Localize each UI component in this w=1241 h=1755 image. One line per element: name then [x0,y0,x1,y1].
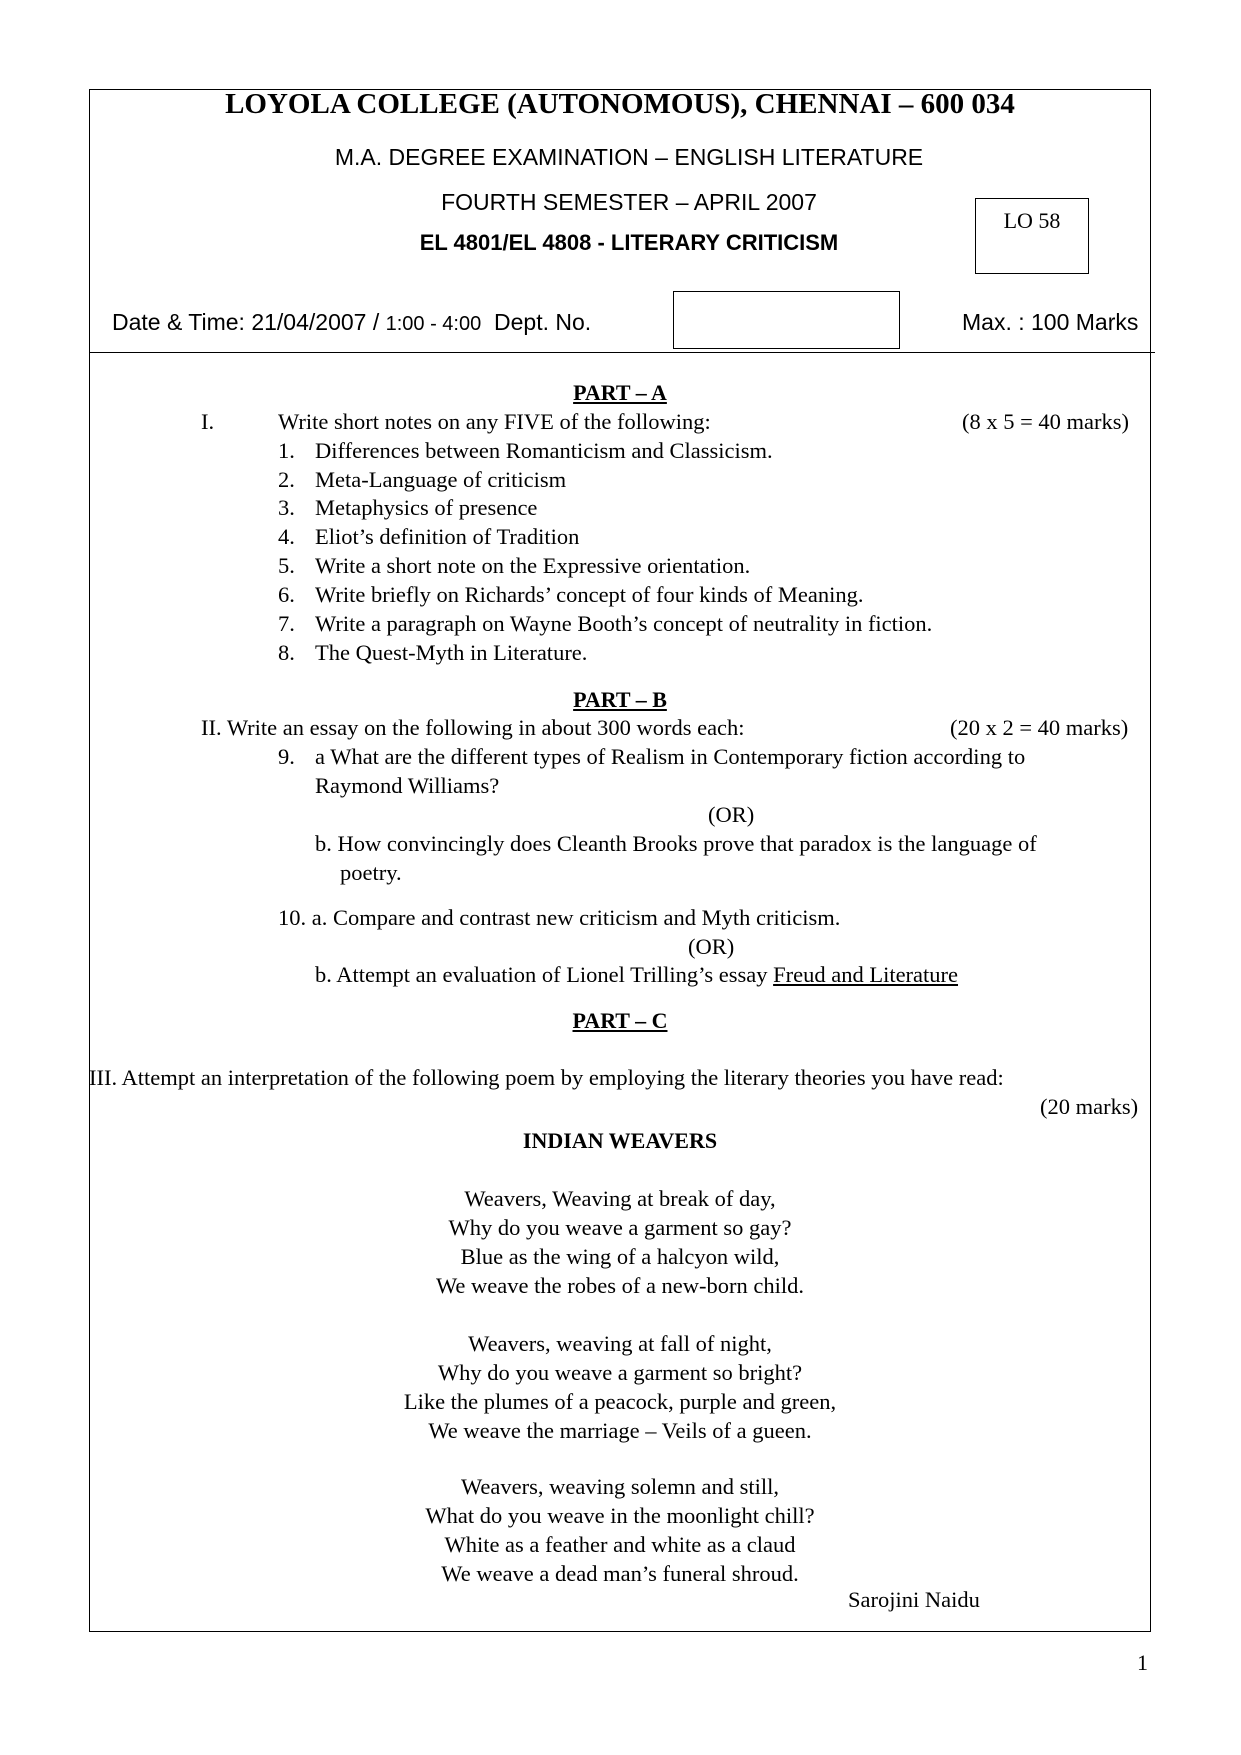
list-item-number: 8. [278,640,295,665]
question-9a-line2: Raymond Williams? [315,773,500,798]
page-number: 1 [1137,1650,1148,1675]
part-a-numeral: I. [201,409,215,434]
or-separator: (OR) [688,934,735,959]
question-number: 9. [278,744,295,769]
part-b-title: PART – B [573,687,667,712]
question-10b-text: b. Attempt an evaluation of Lionel Trilling’s essay [315,962,774,987]
question-9a-line1: a What are the different types of Realism in Contemporary fiction according to [315,744,1026,769]
list-item-number: 6. [278,582,295,607]
part-a-title: PART – A [573,380,667,405]
part-b-instruction: II. Write an essay on the following in about 300 words each: [201,715,745,740]
poem-line: White as a feather and white as a claud [444,1532,796,1557]
question-10a: 10. a. Compare and contrast new criticism and Myth criticism. [278,905,841,930]
course-title: EL 4801/EL 4808 - LITERARY CRITICISM [419,230,839,255]
poem-title: INDIAN WEAVERS [522,1128,718,1153]
list-item: Eliot’s definition of Tradition [315,524,580,549]
part-c-title: PART – C [572,1008,668,1033]
essay-title: Freud and Literature [773,962,959,987]
date-label: Date & Time: 21/04/2007 / [112,309,386,335]
poem-line: Weavers, weaving at fall of night, [468,1331,772,1356]
part-b-marks: (20 x 2 = 40 marks) [950,715,1129,740]
list-item-number: 5. [278,553,295,578]
semester: FOURTH SEMESTER – APRIL 2007 [441,189,817,215]
dept-label: Dept. No. [494,309,592,335]
list-item-number: 3. [278,495,295,520]
list-item: Write a short note on the Expressive orientation. [315,553,751,578]
poem-line: We weave a dead man’s funeral shroud. [441,1561,799,1586]
poem-line: Weavers, weaving solemn and still, [460,1474,780,1499]
poem-line: Like the plumes of a peacock, purple and green, [403,1389,837,1414]
list-item: Metaphysics of presence [315,495,538,520]
college-name: LOYOLA COLLEGE (AUTONOMOUS), CHENNAI – 600 034 [225,88,1015,120]
dept-number-box [673,291,900,349]
or-separator: (OR) [708,802,755,827]
date-time-line [112,309,591,336]
poem-line: Why do you weave a garment so bright? [437,1360,803,1385]
list-item-number: 1. [278,438,295,463]
part-a-marks: (8 x 5 = 40 marks) [962,409,1130,434]
poem-stanza-2 [89,1329,1151,1445]
question-9b-line1: b. How convincingly does Cleanth Brooks prove that paradox is the language of [315,831,1037,856]
poem-line: We weave the robes of a new-born child. [435,1273,805,1298]
header-divider [89,352,1155,353]
paper-code-box [975,198,1089,274]
exam-time: 1:00 - 4:00 [385,313,482,335]
list-item: Meta-Language of criticism [315,467,567,492]
part-c-marks: (20 marks) [1040,1094,1139,1119]
poem-line: Why do you weave a garment so gay? [448,1215,792,1240]
part-c-instruction: III. Attempt an interpretation of the following poem by employing the literary theories you have read: [89,1065,1004,1090]
poem-line: What do you weave in the moonlight chill? [425,1503,815,1528]
part-a-instruction: Write short notes on any FIVE of the following: [278,409,711,434]
list-item: Write briefly on Richards’ concept of four kinds of Meaning. [315,582,864,607]
list-item-number: 4. [278,524,295,549]
max-marks: Max. : 100 Marks [962,309,1139,335]
paper-code: LO 58 [1003,208,1061,233]
list-item: Write a paragraph on Wayne Booth’s concept of neutrality in fiction. [315,611,933,636]
poem-line: Weavers, Weaving at break of day, [464,1186,776,1211]
question-10b [315,962,958,988]
exam-title: M.A. DEGREE EXAMINATION – ENGLISH LITERATURE [334,144,924,170]
list-item-number: 7. [278,611,295,636]
list-item-number: 2. [278,467,295,492]
poem-stanza-1 [89,1184,1151,1300]
poem-author: Sarojini Naidu [848,1587,980,1612]
poem-line: Blue as the wing of a halcyon wild, [460,1244,780,1269]
poem-line: We weave the marriage – Veils of a gueen. [428,1418,812,1443]
question-9b-line2: poetry. [340,860,402,885]
poem-stanza-3 [89,1472,1151,1588]
list-item: Differences between Romanticism and Classicism. [315,438,773,463]
list-item: The Quest-Myth in Literature. [315,640,588,665]
